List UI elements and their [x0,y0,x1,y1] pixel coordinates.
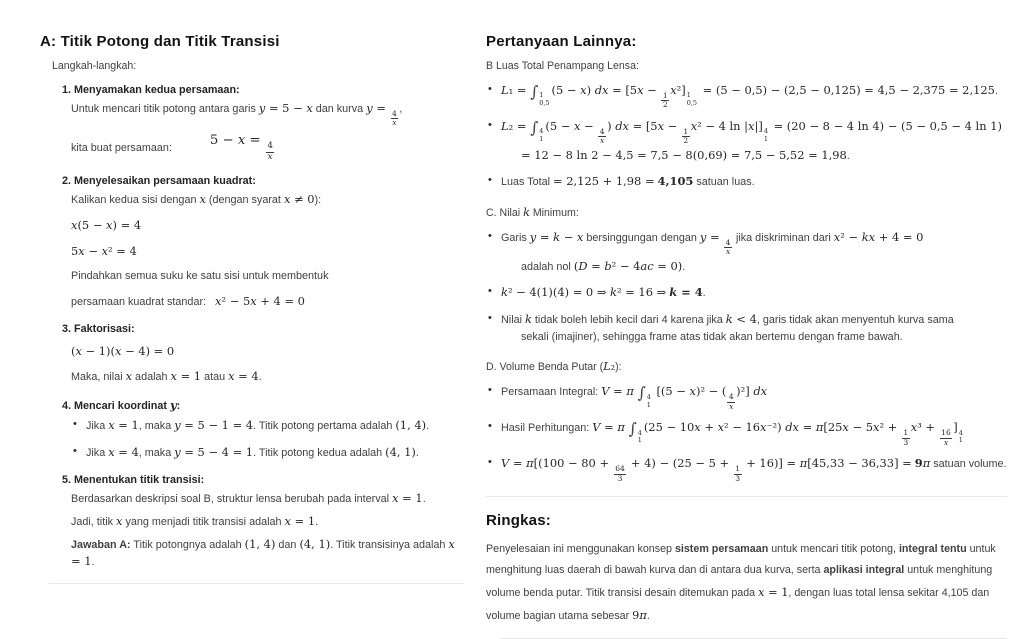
step-3-title: 3. Faktorisasi: [62,322,135,335]
divider-left-bottom [49,583,464,584]
step-1-equation-row [71,133,464,163]
column-section-a [40,33,464,584]
volume-calc-line: • Hasil Perhitungan: V = π ∫ 4 1 (25 − 10x + x² − 16x⁻²) dx = π[25x − 5x² + $\frac{1}{3}$ x³ + $\frac{16}{x}$ ] 4 1 [501,419,963,447]
list-item [486,172,1007,191]
step-4-title: 4. Mencari koordinat y: [62,398,181,413]
step-2-line: persamaan kuadrat standar: x² − 5x + 4 = 0 [71,293,305,308]
step-5-line: Jadi, titik x yang menjadi titik transisi adalah x = 1. [71,513,319,528]
divider-right-bottom [500,638,1007,639]
section-d-label: D. Volume Benda Putar (L₂): [486,360,622,374]
section-b-label: B Luas Total Penampang Lensa: [486,60,639,72]
step-5-answer-line: Jawaban A: Titik potongnya adalah (1, 4) dan (4, 1). Titik transisinya adalah x = 1. [71,536,459,569]
list-item: • Nilai k tidak boleh lebih kecil dari 4 karena jika k < 4, garis tidak akan menyentuh kurva sama sekali (imajiner), sehingga frame atas tidak akan bertemu dengan frame bawah. [486,310,1007,347]
step-5-title: 5. Menentukan titik transisi: [62,474,205,487]
volume-result-line: • V = π[(100 − 80 + $\frac{64}{3}$ + 4) − (25 − 5 + $\frac{1}{3}$ + 16)] = π[45,33 − 36,33] = 9π satuan volume. [501,456,1007,483]
step-3-math-line: (x − 1)(x − 4) = 0 [71,343,175,358]
step-1-display-math: 5 − x = $\frac{4}{x}$ [209,132,273,163]
k-solution-line: • k² − 4(1)(4) = 0 ⇒ k² = 16 ⇒ k = 4. [501,285,706,300]
steps-label: Langkah-langkah: [52,60,137,72]
list-item [486,454,1007,483]
total-area-line: • Luas Total = 2,125 + 1,98 = 4,105 satuan luas. [501,174,755,189]
formula-l2: • L₂ = ∫ 4 1 (5 − x − $\frac{4}{x}$ ) dx = [5x − $\frac{1}{2}$ x² − 4 ln |x|] 4 1 = (20 − 8 − 4 ln 4) − (5 − 0,5 − 4 ln 1) [501,117,1002,146]
volume-integral-line: • Persamaan Integral: V = π ∫ 4 1 [(5 − x)² − ( $\frac{4}{x}$ )²] dx [501,383,768,411]
list-item [486,418,1007,447]
step-2-title: 2. Menyelesaikan persamaan kuadrat: [62,175,256,187]
list-item [486,283,1007,302]
section-c-label: C. Nilai k Minimum: [486,205,579,219]
list-item: • Garis y = k − x bersinggungan dengan y = $\frac{4}{x}$ jika diskriminan dari x² − kx + 4 = 0 adalah nol (D = b² − 4ac = 0). [486,228,1007,276]
step-2-math-line: 5x − x² = 4 [71,243,137,258]
step-1-lead: kita buat persamaan: [71,141,172,154]
section-a-heading: A: Titik Potong dan Titik Transisi [40,33,280,50]
step-3 [62,323,464,387]
list-item: • Jika x = 1, maka y = 5 − 1 = 4. Titik potong pertama adalah (1, 4). [71,416,464,435]
summary-section [486,512,1007,626]
other-questions-heading: Pertanyaan Lainnya: [486,33,637,50]
step-2-line: Kalikan kedua sisi dengan x (dengan syarat x ≠ 0): [71,192,322,206]
step-1-line: Untuk mencari titik potong antara garis y = 5 − x dan kurva y = $\frac{4}{x}$ , [71,101,403,128]
step-2-math-line: x(5 − x) = 4 [71,217,142,232]
list-item: • Jika x = 4, maka y = 5 − 4 = 1. Titik potong kedua adalah (4, 1). [71,443,464,462]
steps-list [62,84,464,571]
summary-paragraph: Penyelesaian ini menggunakan konsep sistem persamaan untuk mencari titik potong, integral tentu untuk menghitung luas daerah di bawah kurva dan di antara dua kurva, serta aplikasi integral untuk menghitung volume benda putar. Titik transisi desain ditemukan pada x = 1, dengan luas total lensa sekitar 4,105 dan volume bagian utama sebesar 9π. [486,543,999,622]
list-item [486,81,1007,110]
column-other-questions [486,33,1007,639]
step-5-line: Berdasarkan deskripsi soal B, struktur lensa berubah pada interval x = 1. [71,491,426,506]
step-1-title: 1. Menyamakan kedua persamaan: [62,84,240,96]
list-item [486,382,1007,411]
step-2 [62,175,464,311]
list-item [486,117,1007,165]
divider-before-summary [486,496,1007,497]
formula-l1: • L₁ = ∫ 1 0,5 (5 − x) dx = [5x − $\frac{1}{2}$ x²] 1 0,5 = (5 − 0,5) − (2,5 − 0,125) = 4,5 − 2,375 = 2,125. [501,81,998,110]
summary-heading: Ringkas: [486,512,551,530]
step-1 [62,84,464,163]
step-3-line: Maka, nilai x adalah x = 1 atau x = 4. [71,369,262,384]
step-2-line: Pindahkan semua suku ke satu sisi untuk membentuk [71,270,329,283]
step-4 [62,398,464,462]
step-5 [62,474,464,571]
formula-l2-continued: = 12 − 8 ln 2 − 4,5 = 7,5 − 8(0,69) = 7,5 − 5,52 = 1,98. [521,147,850,162]
